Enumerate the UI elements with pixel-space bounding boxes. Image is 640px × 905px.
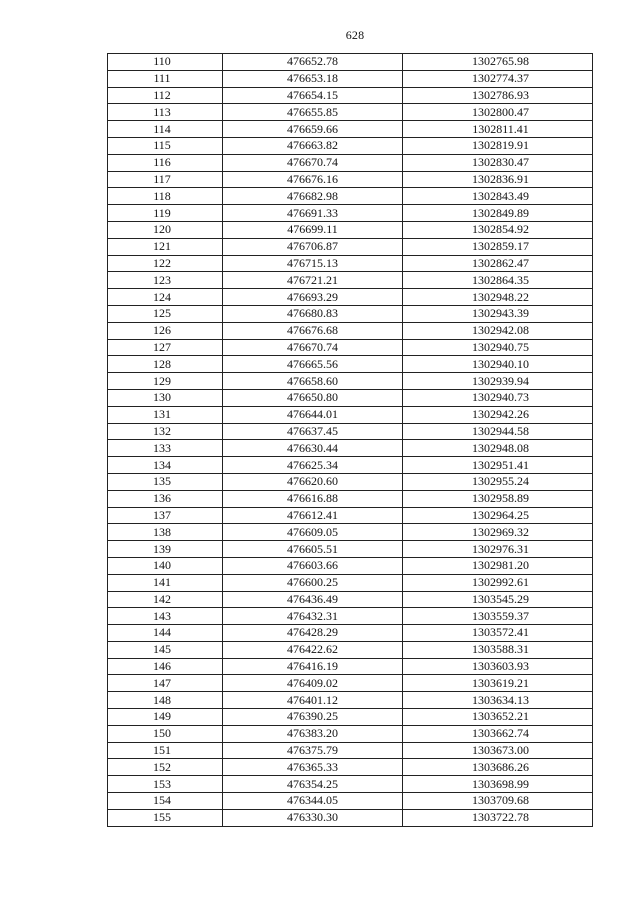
y-coordinate-cell: 1303709.68 [403, 793, 593, 810]
y-coordinate-cell: 1302951.41 [403, 457, 593, 474]
y-coordinate-cell: 1303559.37 [403, 608, 593, 625]
table-row [108, 641, 593, 658]
table-row [108, 87, 593, 104]
point-number-cell: 148 [108, 692, 223, 709]
point-number-cell: 153 [108, 776, 223, 793]
x-coordinate-cell: 476680.83 [223, 305, 403, 322]
table-row [108, 507, 593, 524]
x-coordinate-cell: 476670.74 [223, 154, 403, 171]
x-coordinate-cell: 476682.98 [223, 188, 403, 205]
point-number-cell: 151 [108, 742, 223, 759]
point-number-cell: 120 [108, 221, 223, 238]
coordinates-table-body [108, 54, 593, 827]
table-row [108, 272, 593, 289]
table-row [108, 473, 593, 490]
table-row [108, 440, 593, 457]
x-coordinate-cell: 476428.29 [223, 625, 403, 642]
x-coordinate-cell: 476609.05 [223, 524, 403, 541]
point-number-cell: 136 [108, 490, 223, 507]
point-number-cell: 116 [108, 154, 223, 171]
x-coordinate-cell: 476620.60 [223, 473, 403, 490]
y-coordinate-cell: 1302786.93 [403, 87, 593, 104]
table-row [108, 776, 593, 793]
y-coordinate-cell: 1302976.31 [403, 541, 593, 558]
y-coordinate-cell: 1303588.31 [403, 641, 593, 658]
point-number-cell: 128 [108, 356, 223, 373]
x-coordinate-cell: 476375.79 [223, 742, 403, 759]
table-row [108, 608, 593, 625]
point-number-cell: 137 [108, 507, 223, 524]
x-coordinate-cell: 476676.16 [223, 171, 403, 188]
x-coordinate-cell: 476600.25 [223, 574, 403, 591]
y-coordinate-cell: 1303603.93 [403, 658, 593, 675]
point-number-cell: 144 [108, 625, 223, 642]
point-number-cell: 114 [108, 121, 223, 138]
point-number-cell: 126 [108, 322, 223, 339]
x-coordinate-cell: 476625.34 [223, 457, 403, 474]
x-coordinate-cell: 476630.44 [223, 440, 403, 457]
y-coordinate-cell: 1302774.37 [403, 70, 593, 87]
y-coordinate-cell: 1302944.58 [403, 423, 593, 440]
x-coordinate-cell: 476693.29 [223, 289, 403, 306]
y-coordinate-cell: 1302955.24 [403, 473, 593, 490]
table-row [108, 289, 593, 306]
point-number-cell: 115 [108, 137, 223, 154]
table-row [108, 104, 593, 121]
table-row [108, 137, 593, 154]
x-coordinate-cell: 476715.13 [223, 255, 403, 272]
y-coordinate-cell: 1302940.73 [403, 389, 593, 406]
table-row [108, 121, 593, 138]
x-coordinate-cell: 476330.30 [223, 809, 403, 826]
y-coordinate-cell: 1302765.98 [403, 54, 593, 71]
point-number-cell: 125 [108, 305, 223, 322]
x-coordinate-cell: 476644.01 [223, 406, 403, 423]
y-coordinate-cell: 1302958.89 [403, 490, 593, 507]
x-coordinate-cell: 476637.45 [223, 423, 403, 440]
point-number-cell: 150 [108, 725, 223, 742]
table-row [108, 591, 593, 608]
table-row [108, 658, 593, 675]
y-coordinate-cell: 1303662.74 [403, 725, 593, 742]
point-number-cell: 122 [108, 255, 223, 272]
x-coordinate-cell: 476383.20 [223, 725, 403, 742]
y-coordinate-cell: 1302859.17 [403, 238, 593, 255]
point-number-cell: 111 [108, 70, 223, 87]
point-number-cell: 121 [108, 238, 223, 255]
x-coordinate-cell: 476612.41 [223, 507, 403, 524]
y-coordinate-cell: 1302942.08 [403, 322, 593, 339]
table-row [108, 339, 593, 356]
table-row [108, 557, 593, 574]
table-row [108, 322, 593, 339]
y-coordinate-cell: 1302836.91 [403, 171, 593, 188]
table-row [108, 54, 593, 71]
x-coordinate-cell: 476706.87 [223, 238, 403, 255]
table-row [108, 574, 593, 591]
table-row [108, 356, 593, 373]
table-row [108, 725, 593, 742]
point-number-cell: 154 [108, 793, 223, 810]
x-coordinate-cell: 476422.62 [223, 641, 403, 658]
point-number-cell: 124 [108, 289, 223, 306]
x-coordinate-cell: 476365.33 [223, 759, 403, 776]
y-coordinate-cell: 1303698.99 [403, 776, 593, 793]
point-number-cell: 131 [108, 406, 223, 423]
x-coordinate-cell: 476354.25 [223, 776, 403, 793]
y-coordinate-cell: 1302948.08 [403, 440, 593, 457]
x-coordinate-cell: 476603.66 [223, 557, 403, 574]
table-row [108, 490, 593, 507]
table-row [108, 759, 593, 776]
y-coordinate-cell: 1302862.47 [403, 255, 593, 272]
point-number-cell: 152 [108, 759, 223, 776]
x-coordinate-cell: 476670.74 [223, 339, 403, 356]
y-coordinate-cell: 1302964.25 [403, 507, 593, 524]
point-number-cell: 142 [108, 591, 223, 608]
table-row [108, 675, 593, 692]
table-row [108, 423, 593, 440]
y-coordinate-cell: 1302943.39 [403, 305, 593, 322]
point-number-cell: 147 [108, 675, 223, 692]
table-row [108, 793, 593, 810]
table-row [108, 221, 593, 238]
x-coordinate-cell: 476344.05 [223, 793, 403, 810]
table-row [108, 809, 593, 826]
table-row [108, 709, 593, 726]
y-coordinate-cell: 1303686.26 [403, 759, 593, 776]
table-row [108, 625, 593, 642]
y-coordinate-cell: 1302948.22 [403, 289, 593, 306]
point-number-cell: 155 [108, 809, 223, 826]
point-number-cell: 140 [108, 557, 223, 574]
point-number-cell: 118 [108, 188, 223, 205]
x-coordinate-cell: 476652.78 [223, 54, 403, 71]
table-row [108, 305, 593, 322]
y-coordinate-cell: 1302940.10 [403, 356, 593, 373]
y-coordinate-cell: 1302942.26 [403, 406, 593, 423]
point-number-cell: 119 [108, 205, 223, 222]
y-coordinate-cell: 1303652.21 [403, 709, 593, 726]
table-row [108, 406, 593, 423]
y-coordinate-cell: 1302849.89 [403, 205, 593, 222]
y-coordinate-cell: 1303634.13 [403, 692, 593, 709]
point-number-cell: 139 [108, 541, 223, 558]
x-coordinate-cell: 476721.21 [223, 272, 403, 289]
point-number-cell: 133 [108, 440, 223, 457]
point-number-cell: 113 [108, 104, 223, 121]
y-coordinate-cell: 1302992.61 [403, 574, 593, 591]
point-number-cell: 138 [108, 524, 223, 541]
y-coordinate-cell: 1303722.78 [403, 809, 593, 826]
point-number-cell: 141 [108, 574, 223, 591]
table-row [108, 457, 593, 474]
y-coordinate-cell: 1302830.47 [403, 154, 593, 171]
x-coordinate-cell: 476650.80 [223, 389, 403, 406]
y-coordinate-cell: 1302819.91 [403, 137, 593, 154]
table-row [108, 70, 593, 87]
table-row [108, 389, 593, 406]
x-coordinate-cell: 476653.18 [223, 70, 403, 87]
table-row [108, 188, 593, 205]
x-coordinate-cell: 476676.68 [223, 322, 403, 339]
x-coordinate-cell: 476699.11 [223, 221, 403, 238]
point-number-cell: 134 [108, 457, 223, 474]
x-coordinate-cell: 476658.60 [223, 373, 403, 390]
point-number-cell: 132 [108, 423, 223, 440]
y-coordinate-cell: 1303572.41 [403, 625, 593, 642]
y-coordinate-cell: 1303673.00 [403, 742, 593, 759]
y-coordinate-cell: 1303619.21 [403, 675, 593, 692]
y-coordinate-cell: 1302843.49 [403, 188, 593, 205]
x-coordinate-cell: 476605.51 [223, 541, 403, 558]
point-number-cell: 143 [108, 608, 223, 625]
y-coordinate-cell: 1302940.75 [403, 339, 593, 356]
y-coordinate-cell: 1302864.35 [403, 272, 593, 289]
point-number-cell: 145 [108, 641, 223, 658]
point-number-cell: 146 [108, 658, 223, 675]
point-number-cell: 117 [108, 171, 223, 188]
y-coordinate-cell: 1303545.29 [403, 591, 593, 608]
table-row [108, 154, 593, 171]
y-coordinate-cell: 1302854.92 [403, 221, 593, 238]
y-coordinate-cell: 1302969.32 [403, 524, 593, 541]
y-coordinate-cell: 1302939.94 [403, 373, 593, 390]
point-number-cell: 129 [108, 373, 223, 390]
x-coordinate-cell: 476432.31 [223, 608, 403, 625]
coordinates-table [107, 53, 593, 827]
table-row [108, 171, 593, 188]
x-coordinate-cell: 476416.19 [223, 658, 403, 675]
x-coordinate-cell: 476663.82 [223, 137, 403, 154]
point-number-cell: 123 [108, 272, 223, 289]
x-coordinate-cell: 476655.85 [223, 104, 403, 121]
point-number-cell: 135 [108, 473, 223, 490]
x-coordinate-cell: 476401.12 [223, 692, 403, 709]
table-row [108, 742, 593, 759]
table-row [108, 541, 593, 558]
point-number-cell: 127 [108, 339, 223, 356]
x-coordinate-cell: 476659.66 [223, 121, 403, 138]
table-row [108, 255, 593, 272]
page-number: 628 [345, 28, 365, 42]
point-number-cell: 149 [108, 709, 223, 726]
x-coordinate-cell: 476654.15 [223, 87, 403, 104]
table-row [108, 238, 593, 255]
y-coordinate-cell: 1302800.47 [403, 104, 593, 121]
x-coordinate-cell: 476616.88 [223, 490, 403, 507]
x-coordinate-cell: 476691.33 [223, 205, 403, 222]
y-coordinate-cell: 1302981.20 [403, 557, 593, 574]
x-coordinate-cell: 476409.02 [223, 675, 403, 692]
table-row [108, 692, 593, 709]
point-number-cell: 110 [108, 54, 223, 71]
x-coordinate-cell: 476436.49 [223, 591, 403, 608]
table-row [108, 524, 593, 541]
x-coordinate-cell: 476665.56 [223, 356, 403, 373]
point-number-cell: 130 [108, 389, 223, 406]
point-number-cell: 112 [108, 87, 223, 104]
table-row [108, 373, 593, 390]
y-coordinate-cell: 1302811.41 [403, 121, 593, 138]
table-row [108, 205, 593, 222]
x-coordinate-cell: 476390.25 [223, 709, 403, 726]
